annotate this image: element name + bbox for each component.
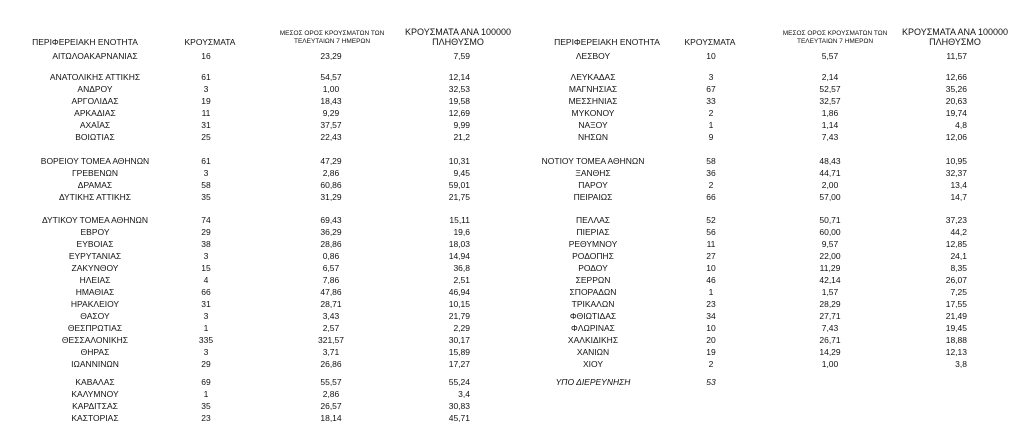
cell-name: ΜΑΓΝΗΣΙΑΣ [568, 84, 618, 94]
header-region-left: ΠΕΡΙΦΕΡΕΙΑΚΗ ΕΝΟΤΗΤΑ [32, 37, 138, 47]
cell-per: 3,8 [955, 359, 967, 369]
cell-avg: 28,29 [819, 299, 841, 309]
cell-cases: 56 [706, 227, 716, 237]
cell-per: 2,29 [453, 323, 470, 333]
header-cases-left: ΚΡΟΥΣΜΑΤΑ [184, 37, 236, 47]
cell-cases: 25 [201, 132, 211, 142]
cell-avg: 3,71 [322, 347, 340, 357]
cell-per: 32,37 [945, 168, 967, 178]
cell-cases: 74 [201, 215, 211, 225]
cell-name: ΦΘΙΩΤΙΔΑΣ [569, 311, 617, 321]
cell-cases: 33 [706, 96, 716, 106]
cell-per: 19,58 [448, 96, 470, 106]
cell-name: ΓΡΕΒΕΝΩΝ [72, 168, 118, 178]
cell-avg: 31,29 [320, 192, 342, 202]
cell-cases: 34 [706, 311, 716, 321]
cell-name: ΔΡΑΜΑΣ [77, 180, 113, 190]
cell-name: ΚΑΒΑΛΑΣ [75, 377, 115, 387]
cell-name: ΗΛΕΙΑΣ [79, 275, 111, 285]
cell-per: 21,75 [448, 192, 470, 202]
cell-per: 21,49 [945, 311, 967, 321]
cell-avg: 47,29 [320, 156, 342, 166]
cell-per: 12,85 [945, 239, 967, 249]
cell-name: ΜΕΣΣΗΝΙΑΣ [568, 96, 618, 106]
cell-per: 14,7 [950, 192, 967, 202]
cell-cases: 23 [201, 413, 211, 423]
cell-avg: 2,14 [821, 72, 839, 82]
cell-name: ΣΠΟΡΑΔΩΝ [569, 287, 617, 297]
cell-cases: 29 [201, 227, 211, 237]
cell-per: 10,95 [945, 156, 967, 166]
cell-name: ΘΑΣΟΥ [80, 311, 110, 321]
cell-cases: 2 [708, 359, 714, 369]
cell-avg: 42,14 [819, 275, 841, 285]
header-per100k-right: ΚΡΟΥΣΜΑΤΑ ΑΝΑ 100000 ΠΛΗΘΥΣΜΟ [902, 27, 1008, 47]
cell-per: 55,24 [448, 377, 470, 387]
table-row [0, 347, 1024, 358]
table-row [0, 401, 1024, 412]
cell-per: 30,83 [448, 401, 470, 411]
cell-cases: 61 [201, 156, 211, 166]
table-row [0, 180, 1024, 191]
table-row [0, 299, 1024, 310]
cell-avg: 50,71 [819, 215, 841, 225]
cell-name: ΕΥΒΟΙΑΣ [76, 239, 114, 249]
table-row [0, 132, 1024, 143]
cell-cases: 3 [203, 168, 209, 178]
cell-cases: 10 [706, 51, 716, 61]
cell-cases: 2 [708, 180, 714, 190]
cell-cases: 61 [201, 72, 211, 82]
cell-per: 19,6 [453, 227, 470, 237]
cell-cases: 19 [706, 347, 716, 357]
cell-avg: 37,57 [320, 120, 342, 130]
cell-name: ΞΑΝΘΗΣ [575, 168, 611, 178]
header-avg-right: ΜΕΣΟΣ ΟΡΟΣ ΚΡΟΥΣΜΑΤΩΝ ΤΩΝ ΤΕΛΕΥΤΑΙΩΝ 7 ΗΜΕΡΩΝ [782, 30, 888, 45]
cell-name: ΝΑΞΟΥ [578, 120, 608, 130]
cell-cases: 3 [203, 84, 209, 94]
cell-name: ΒΟΡΕΙΟΥ ΤΟΜΕΑ ΑΘΗΝΩΝ [40, 156, 150, 166]
cell-name: ΕΒΡΟΥ [80, 227, 110, 237]
cell-avg: 23,29 [320, 51, 342, 61]
cell-name: ΝΗΣΩΝ [577, 132, 609, 142]
cell-cases: 1 [203, 323, 209, 333]
table-row [0, 359, 1024, 370]
cell-per: 36,8 [453, 263, 470, 273]
table-row [0, 120, 1024, 131]
cell-avg: 60,86 [320, 180, 342, 190]
cell-avg: 18,43 [320, 96, 342, 106]
cell-name: ΑΙΤΩΛΟΑΚΑΡΝΑΝΙΑΣ [52, 51, 138, 61]
cell-name: ΚΑΣΤΟΡΙΑΣ [71, 413, 119, 423]
cell-name: ΘΗΡΑΣ [80, 347, 110, 357]
cell-cases: 29 [201, 359, 211, 369]
cell-cases: 31 [201, 120, 211, 130]
cell-name: ΡΕΘΥΜΝΟΥ [568, 239, 618, 249]
cell-avg: 1,86 [821, 108, 839, 118]
header-avg-left: ΜΕΣΟΣ ΟΡΟΣ ΚΡΟΥΣΜΑΤΩΝ ΤΩΝ ΤΕΛΕΥΤΑΙΩΝ 7 ΗΜΕΡΩΝ [279, 30, 385, 45]
cell-avg: 60,00 [819, 227, 841, 237]
cell-cases: 3 [203, 251, 209, 261]
table-row [0, 377, 1024, 388]
cell-per: 21,2 [453, 132, 470, 142]
header-region-right: ΠΕΡΙΦΕΡΕΙΑΚΗ ΕΝΟΤΗΤΑ [554, 37, 660, 47]
cell-avg: 2,57 [322, 323, 340, 333]
cell-avg: 28,71 [320, 299, 342, 309]
table-row [0, 108, 1024, 119]
cell-name: ΖΑΚΥΝΘΟΥ [71, 263, 119, 273]
cell-name: ΘΕΣΣΑΛΟΝΙΚΗΣ [61, 335, 129, 345]
cell-per: 30,17 [448, 335, 470, 345]
cell-per: 8,35 [950, 263, 967, 273]
cell-avg: 3,43 [322, 311, 340, 321]
cell-name: ΒΟΙΩΤΙΑΣ [75, 132, 115, 142]
cell-avg: 2,86 [322, 168, 340, 178]
cell-per: 13,4 [950, 180, 967, 190]
cell-avg: 1,57 [821, 287, 839, 297]
cell-name: ΘΕΣΠΡΩΤΙΑΣ [67, 323, 123, 333]
cell-per: 4,8 [955, 120, 967, 130]
cell-cases: 4 [203, 275, 209, 285]
cell-per: 37,23 [945, 215, 967, 225]
cell-avg: 22,00 [819, 251, 841, 261]
cell-avg: 32,57 [819, 96, 841, 106]
cell-cases: 67 [706, 84, 716, 94]
table-row [0, 287, 1024, 298]
cell-cases: 335 [198, 335, 214, 345]
cell-avg: 18,14 [320, 413, 342, 423]
cell-per: 9,99 [453, 120, 470, 130]
cell-cases: 35 [201, 401, 211, 411]
cell-per: 10,31 [448, 156, 470, 166]
cell-per: 14,94 [448, 251, 470, 261]
cell-name: ΑΡΓΟΛΙΔΑΣ [71, 96, 119, 106]
cell-avg: 14,29 [819, 347, 841, 357]
cell-name: ΤΡΙΚΑΛΩΝ [571, 299, 615, 309]
cell-name: ΥΠΟ ΔΙΕΡΕΥΝΗΣΗ [555, 377, 631, 387]
table-row [0, 51, 1024, 62]
cell-cases: 23 [706, 299, 716, 309]
cell-avg: 26,86 [320, 359, 342, 369]
cell-name: ΛΕΥΚΑΔΑΣ [570, 72, 616, 82]
cell-avg: 1,14 [821, 120, 839, 130]
table-row [0, 96, 1024, 107]
cell-cases: 31 [201, 299, 211, 309]
cell-per: 15,89 [448, 347, 470, 357]
cell-avg: 48,43 [819, 156, 841, 166]
cell-name: ΗΜΑΘΙΑΣ [75, 287, 115, 297]
table-row [0, 263, 1024, 274]
cell-per: 20,63 [945, 96, 967, 106]
cell-per: 17,55 [945, 299, 967, 309]
cell-avg: 69,43 [320, 215, 342, 225]
cell-cases: 38 [201, 239, 211, 249]
table-row [0, 413, 1024, 424]
cell-avg: 1,00 [322, 84, 340, 94]
header-cases-right: ΚΡΟΥΣΜΑΤΑ [684, 37, 736, 47]
cell-avg: 55,57 [320, 377, 342, 387]
cell-avg: 54,57 [320, 72, 342, 82]
cell-per: 44,2 [950, 227, 967, 237]
table-row [0, 311, 1024, 322]
cell-per: 17,27 [448, 359, 470, 369]
cell-cases: 11 [706, 239, 716, 249]
cell-avg: 22,43 [320, 132, 342, 142]
cell-cases: 2 [708, 108, 714, 118]
table-row [0, 275, 1024, 286]
cell-name: ΡΟΔΟΥ [578, 263, 608, 273]
cell-per: 19,45 [945, 323, 967, 333]
cell-avg: 2,00 [821, 180, 839, 190]
cell-name: ΔΥΤΙΚΟΥ ΤΟΜΕΑ ΑΘΗΝΩΝ [41, 215, 149, 225]
cell-cases: 1 [708, 120, 714, 130]
cell-name: ΑΝΔΡΟΥ [77, 84, 113, 94]
cell-cases: 35 [201, 192, 211, 202]
cell-per: 3,4 [458, 389, 470, 399]
cell-avg: 47,86 [320, 287, 342, 297]
cell-per: 9,45 [453, 168, 470, 178]
cell-name: ΑΡΚΑΔΙΑΣ [74, 108, 116, 118]
header-per100k-left: ΚΡΟΥΣΜΑΤΑ ΑΝΑ 100000 ΠΛΗΘΥΣΜΟ [405, 27, 511, 47]
cell-name: ΚΑΡΔΙΤΣΑΣ [72, 401, 118, 411]
cell-avg: 36,29 [320, 227, 342, 237]
cell-cases: 36 [706, 168, 716, 178]
cell-avg: 44,71 [819, 168, 841, 178]
cell-cases: 3 [203, 347, 209, 357]
cell-avg: 26,57 [320, 401, 342, 411]
cell-cases: 52 [706, 215, 716, 225]
cell-avg: 6,57 [322, 263, 340, 273]
table-row [0, 239, 1024, 250]
cell-cases: 10 [706, 263, 716, 273]
cell-name: ΧΙΟΥ [582, 359, 604, 369]
cell-per: 7,59 [453, 51, 470, 61]
cell-avg: 27,71 [819, 311, 841, 321]
cell-cases: 16 [201, 51, 211, 61]
cell-name: ΗΡΑΚΛΕΙΟΥ [70, 299, 120, 309]
table-row [0, 156, 1024, 167]
cell-per: 21,79 [448, 311, 470, 321]
cell-name: ΣΕΡΡΩΝ [575, 275, 611, 285]
cell-avg: 7,43 [821, 323, 839, 333]
cell-avg: 9,29 [322, 108, 340, 118]
cell-cases: 20 [706, 335, 716, 345]
cell-name: ΠΑΡΟΥ [578, 180, 608, 190]
cell-cases: 1 [203, 389, 209, 399]
cell-per: 7,25 [950, 287, 967, 297]
cell-name: ΧΑΛΚΙΔΙΚΗΣ [567, 335, 619, 345]
cell-cases: 66 [706, 192, 716, 202]
cell-cases: 9 [708, 132, 714, 142]
cell-name: ΛΕΣΒΟΥ [575, 51, 611, 61]
cell-avg: 52,57 [819, 84, 841, 94]
cell-avg: 28,86 [320, 239, 342, 249]
cell-cases: 3 [203, 311, 209, 321]
table-row [0, 168, 1024, 179]
cell-per: 12,14 [448, 72, 470, 82]
cell-avg: 7,86 [322, 275, 340, 285]
cell-name: ΝΟΤΙΟΥ ΤΟΜΕΑ ΑΘΗΝΩΝ [541, 156, 645, 166]
cell-per: 59,01 [448, 180, 470, 190]
cell-per: 10,15 [448, 299, 470, 309]
cell-avg: 321,57 [318, 335, 344, 345]
cell-name: ΦΛΩΡΙΝΑΣ [571, 323, 615, 333]
table-row [0, 192, 1024, 203]
cell-cases: 15 [201, 263, 211, 273]
cell-avg: 11,29 [819, 263, 841, 273]
cell-avg: 2,86 [322, 389, 340, 399]
cell-per: 18,88 [945, 335, 967, 345]
cell-avg: 0,86 [322, 251, 340, 261]
cell-name: ΑΧΑΪΑΣ [79, 120, 111, 130]
cell-cases: 10 [706, 323, 716, 333]
cell-cases: 58 [706, 156, 716, 166]
cell-avg: 5,57 [821, 51, 839, 61]
cell-cases: 11 [201, 108, 211, 118]
cell-per: 2,51 [453, 275, 470, 285]
cell-per: 19,74 [945, 108, 967, 118]
table-row [0, 389, 1024, 400]
cell-name: ΑΝΑΤΟΛΙΚΗΣ ΑΤΤΙΚΗΣ [49, 72, 141, 82]
cell-cases: 53 [706, 377, 716, 387]
cell-name: ΠΕΙΡΑΙΩΣ [573, 192, 613, 202]
cell-name: ΠΕΛΛΑΣ [575, 215, 611, 225]
cell-avg: 26,71 [819, 335, 841, 345]
cell-avg: 9,57 [821, 239, 839, 249]
cell-per: 24,1 [950, 251, 967, 261]
table-row [0, 227, 1024, 238]
cell-name: ΙΩΑΝΝΙΝΩΝ [71, 359, 119, 369]
cell-per: 32,53 [448, 84, 470, 94]
cell-name: ΠΙΕΡΙΑΣ [576, 227, 610, 237]
cell-avg: 7,43 [821, 132, 839, 142]
cell-cases: 66 [201, 287, 211, 297]
table-row [0, 323, 1024, 334]
cell-avg: 57,00 [819, 192, 841, 202]
cell-per: 11,57 [946, 51, 967, 61]
cell-per: 18,03 [448, 239, 470, 249]
table-row [0, 251, 1024, 262]
table-row [0, 72, 1024, 83]
cell-cases: 3 [708, 72, 714, 82]
cell-per: 35,26 [945, 84, 967, 94]
cell-name: ΚΑΛΥΜΝΟΥ [71, 389, 119, 399]
cell-per: 12,06 [945, 132, 967, 142]
cell-per: 12,13 [945, 347, 967, 357]
cell-name: ΜΥΚΟΝΟΥ [571, 108, 615, 118]
cell-cases: 27 [706, 251, 716, 261]
cell-cases: 19 [201, 96, 211, 106]
cell-cases: 58 [201, 180, 211, 190]
cell-per: 45,71 [448, 413, 470, 423]
cell-name: ΕΥΡΥΤΑΝΙΑΣ [68, 251, 122, 261]
cell-per: 26,07 [945, 275, 967, 285]
cell-avg: 1,00 [821, 359, 839, 369]
cell-per: 12,69 [448, 108, 470, 118]
cell-cases: 46 [706, 275, 716, 285]
cell-cases: 1 [708, 287, 714, 297]
cell-name: ΡΟΔΟΠΗΣ [572, 251, 614, 261]
table-row [0, 215, 1024, 226]
table-row [0, 335, 1024, 346]
cell-cases: 69 [201, 377, 211, 387]
cell-per: 12,66 [945, 72, 967, 82]
table-row [0, 84, 1024, 95]
cell-name: ΧΑΝΙΩΝ [576, 347, 610, 357]
cell-per: 15,11 [449, 215, 470, 225]
cell-name: ΔΥΤΙΚΗΣ ΑΤΤΙΚΗΣ [58, 192, 132, 202]
cell-per: 46,94 [448, 287, 470, 297]
